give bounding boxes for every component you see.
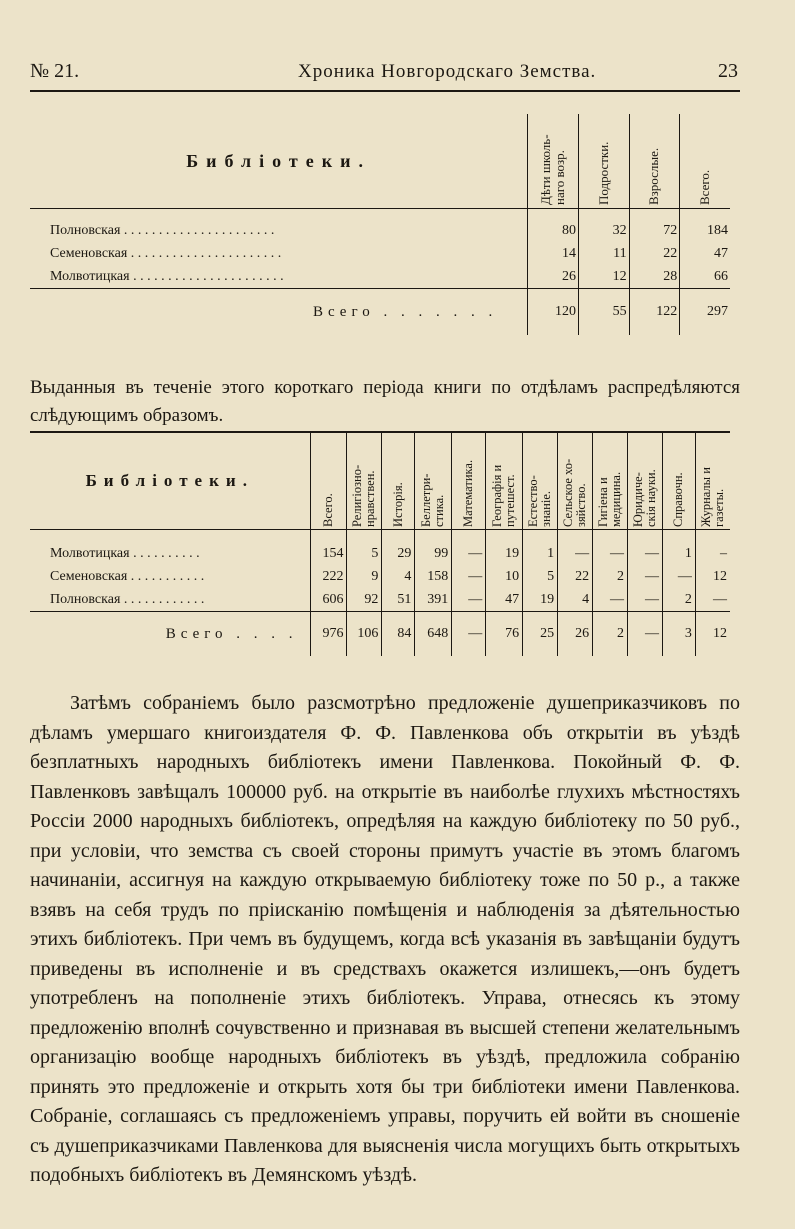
table-row — [30, 265, 730, 289]
table-row — [30, 565, 730, 588]
total-cell: 120 — [528, 289, 579, 336]
table-cell: 19 — [486, 542, 523, 565]
table-cell: 12 — [695, 565, 730, 588]
table-cell: 66 — [680, 265, 730, 289]
table-cell: 391 — [415, 588, 452, 612]
table-cell: — — [662, 565, 695, 588]
column-header: Всего. — [680, 114, 730, 209]
table-cell: 11 — [578, 242, 629, 265]
table-cell: — — [695, 588, 730, 612]
library-name: Семеновская . . . . . . . . . . . — [50, 568, 205, 584]
table-cell: 4 — [382, 565, 415, 588]
table-cell: 99 — [415, 542, 452, 565]
column-header: Гигіена и медицина. — [593, 433, 628, 530]
total-cell: 55 — [578, 289, 629, 336]
table-header-row — [30, 114, 730, 209]
column-header: Религіозно- нравствен. — [347, 433, 382, 530]
table-cell: 72 — [629, 219, 680, 242]
libraries-heading: Библіотеки. — [30, 433, 310, 530]
total-cell: 648 — [415, 612, 452, 657]
table-cell: 1 — [523, 542, 558, 565]
library-name: Полновская . . . . . . . . . . . . . . . . . . . . . . — [50, 222, 275, 238]
table-cell: — — [628, 588, 663, 612]
total-cell: — — [628, 612, 663, 657]
running-head — [30, 60, 738, 86]
table-cell: 32 — [578, 219, 629, 242]
library-name: Молвотицкая . . . . . . . . . . — [50, 545, 200, 561]
table-cell: 10 — [486, 565, 523, 588]
table-cell: 12 — [578, 265, 629, 289]
circulation-table — [30, 433, 730, 656]
total-cell: 2 — [593, 612, 628, 657]
total-cell: 12 — [695, 612, 730, 657]
table-header-row — [30, 433, 730, 530]
column-header: Исторія. — [382, 433, 415, 530]
total-cell: — — [452, 612, 486, 657]
total-cell: 106 — [347, 612, 382, 657]
total-cell: 76 — [486, 612, 523, 657]
table-cell: — — [593, 542, 628, 565]
table-cell: 51 — [382, 588, 415, 612]
table-cell: — — [452, 588, 486, 612]
total-cell: 122 — [629, 289, 680, 336]
total-cell: 297 — [680, 289, 730, 336]
table-cell: — — [452, 565, 486, 588]
table-cell: 222 — [310, 565, 347, 588]
column-header: Математика. — [452, 433, 486, 530]
table-cell: 47 — [680, 242, 730, 265]
table-cell: 5 — [347, 542, 382, 565]
table-cell: 80 — [528, 219, 579, 242]
column-header: Юридиче- скія науки. — [628, 433, 663, 530]
table-cell: 606 — [310, 588, 347, 612]
table-cell: 5 — [523, 565, 558, 588]
total-label: Всего . . . . . . . — [30, 289, 528, 336]
header-rule — [30, 90, 740, 92]
library-name: Полновская . . . . . . . . . . . . — [50, 591, 205, 607]
table-cell: 4 — [558, 588, 593, 612]
column-header: Взрослые. — [629, 114, 680, 209]
total-cell: 976 — [310, 612, 347, 657]
intro-paragraph: Выданныя въ теченіе этого короткаго періода книги по отдѣламъ распредѣляются слѣдующимъ образомъ. — [30, 377, 740, 426]
total-cell: 26 — [558, 612, 593, 657]
column-header: Справочн. — [662, 433, 695, 530]
column-header: Сельское хо- зяйство. — [558, 433, 593, 530]
table-cell: — — [628, 565, 663, 588]
column-header: Беллетри- стика. — [415, 433, 452, 530]
table-row — [30, 542, 730, 565]
column-header: Естество- знаніе. — [523, 433, 558, 530]
journal-title: Хроника Новгородскаго Земства. — [298, 61, 597, 82]
column-header: Журналы и газеты. — [695, 433, 730, 530]
library-name: Молвотицкая . . . . . . . . . . . . . . . . . . . . . . — [50, 268, 284, 284]
issue-number: № 21. — [30, 60, 80, 82]
table-cell: — — [628, 542, 663, 565]
column-header: Географія и путешест. — [486, 433, 523, 530]
column-header: Подростки. — [578, 114, 629, 209]
table-cell: 14 — [528, 242, 579, 265]
total-label: Всего . . . . — [30, 612, 310, 657]
table-row — [30, 242, 730, 265]
table-cell: — — [593, 588, 628, 612]
table-cell: 22 — [558, 565, 593, 588]
library-name: Семеновская . . . . . . . . . . . . . . . . . . . . . . — [50, 245, 282, 261]
spacer-row — [30, 209, 730, 220]
table-cell: 2 — [662, 588, 695, 612]
table-cell: – — [695, 542, 730, 565]
table-cell: 92 — [347, 588, 382, 612]
table-cell: — — [452, 542, 486, 565]
table-row — [30, 588, 730, 612]
table-cell: 9 — [347, 565, 382, 588]
table-cell: 47 — [486, 588, 523, 612]
spacer-row — [30, 530, 730, 543]
table-cell: 154 — [310, 542, 347, 565]
table-cell: 19 — [523, 588, 558, 612]
readers-table — [30, 114, 730, 335]
table-cell: 158 — [415, 565, 452, 588]
table-cell: 26 — [528, 265, 579, 289]
total-cell: 84 — [382, 612, 415, 657]
body-paragraph: Затѣмъ собраніемъ было разсмотрѣно предложеніе душеприказчиковъ по дѣламъ умершаго книгоиздателя Ф. Ф. Павленкова объ открытіи въ уѣздѣ безплатныхъ народныхъ библіотекъ имени Павленкова. Покойный Ф. Ф. Павленковъ завѣщалъ 100000 руб. на открытіе въ наиболѣе глухихъ мѣстностяхъ Россіи 2000 народныхъ библіотекъ, опредѣляя на каждую библіотеку по 50 руб., при условіи, что земства съ своей стороны примутъ участіе въ этомъ благомъ начинаніи, ассигнуя на каждую открываемую библіотеку тоже по 50 р., а также взявъ на себя трудъ по пріисканію помѣщенія и наблюденія за дѣятельностью этихъ библіотекъ. При чемъ въ будущемъ, когда всѣ указанія въ завѣщаніи будутъ приведены въ исполненіе и въ средствахъ окажется излишекъ,—онъ будетъ употребленъ на пополненіе этихъ библіотекъ. Управа, отнесясь къ этому предложенію вполнѣ сочувственно и признавая въ высшей степени желательнымъ организацію вообще народныхъ библіотекъ въ уѣздѣ, предложила собранію принять это предложеніе и открыть хотя бы три библіотеки имени Павленкова. Собраніе, соглашаясь съ предложеніемъ управы, поручить ей войти въ сношеніе съ душеприказчиками Павленкова для выясненія числа могущихъ быть открытыхъ подобныхъ библіотекъ въ Демянскомъ уѣздѣ. — [30, 692, 740, 1186]
table-row — [30, 219, 730, 242]
total-cell: 3 — [662, 612, 695, 657]
table-cell: — — [558, 542, 593, 565]
total-cell: 25 — [523, 612, 558, 657]
column-header: Всего. — [310, 433, 347, 530]
page-number: 23 — [718, 60, 738, 82]
table-cell: 28 — [629, 265, 680, 289]
table-cell: 184 — [680, 219, 730, 242]
libraries-heading: Библіотеки. — [30, 114, 528, 209]
column-header: Дѣти школь- наго возр. — [528, 114, 579, 209]
total-row — [30, 612, 730, 657]
table-cell: 1 — [662, 542, 695, 565]
table-cell: 22 — [629, 242, 680, 265]
table-cell: 2 — [593, 565, 628, 588]
table-cell: 29 — [382, 542, 415, 565]
total-row — [30, 289, 730, 336]
